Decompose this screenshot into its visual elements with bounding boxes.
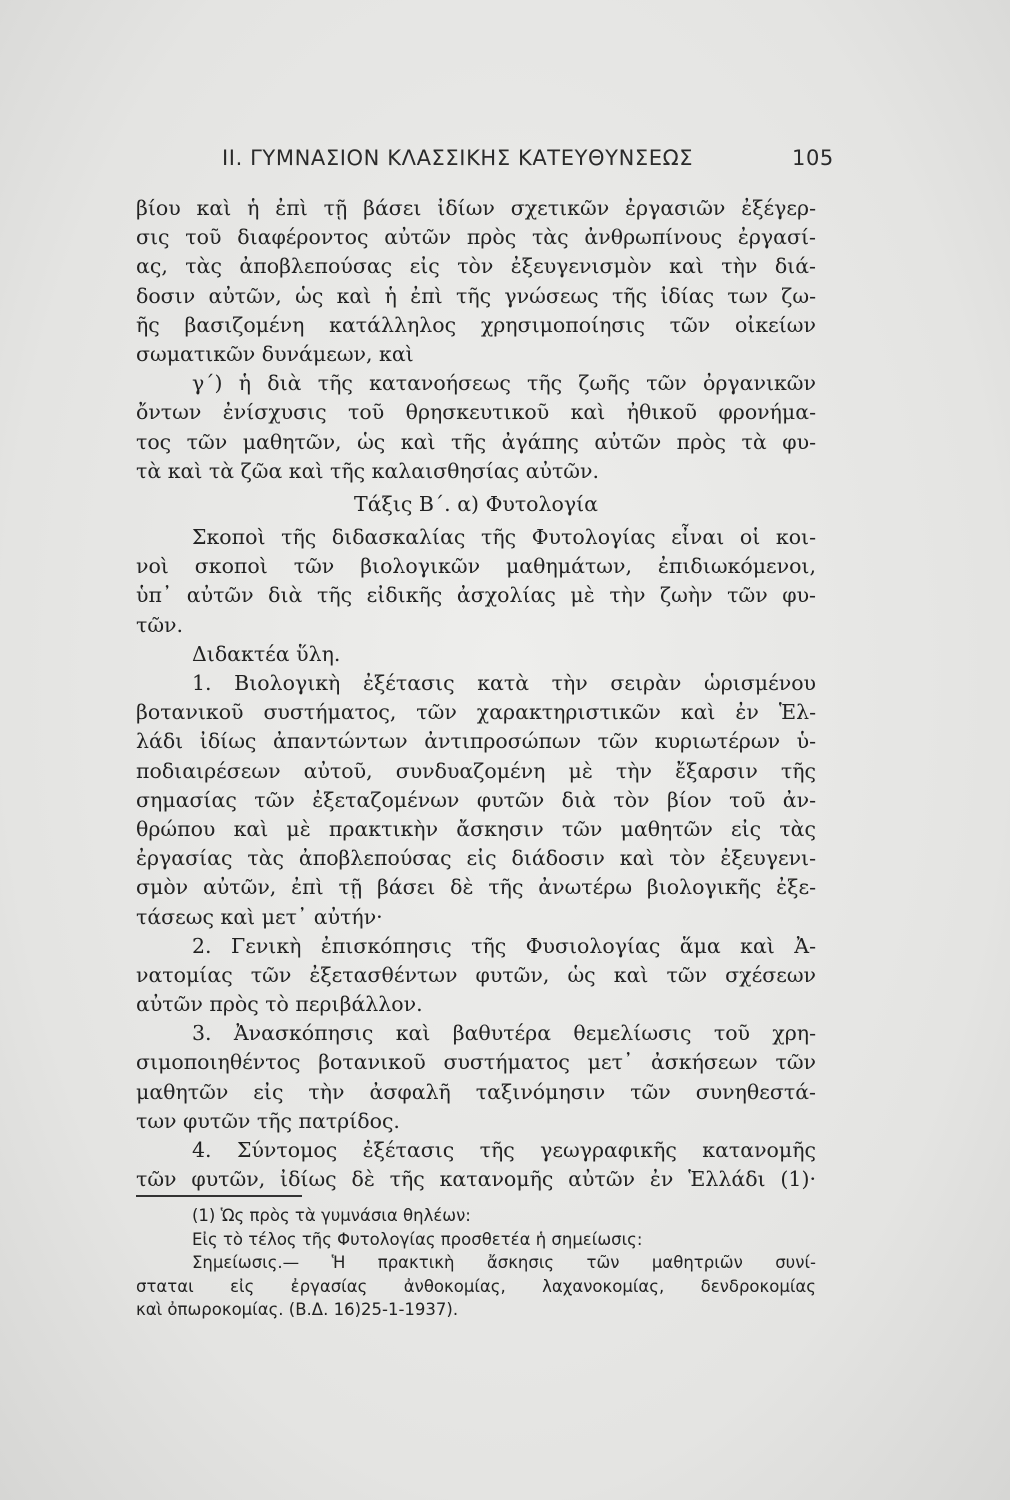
text-line: ὑπ᾽ αὐτῶν διὰ τῆς εἰδικῆς ἀσχολίας μὲ τὴν ζωὴν τῶν φυ- — [136, 583, 816, 608]
text-line: νοὶ σκοποὶ τῶν βιολογικῶν μαθημάτων, ἐπιδιωκόμενοι, — [136, 554, 816, 579]
text-line: τος τῶν μαθητῶν, ὡς καὶ τῆς ἀγάπης αὐτῶν πρὸς τὰ φυ- — [136, 429, 816, 454]
text-line: ποδιαιρέσεων αὐτοῦ, συνδυαζομένη μὲ τὴν ἔξαρσιν τῆς — [136, 758, 816, 783]
text-line: σημασίας τῶν ἐξεταζομένων φυτῶν διὰ τὸν βίον τοῦ ἀν- — [136, 787, 816, 812]
text-line: 1. Βιολογικὴ ἐξέτασις κατὰ τὴν σειρὰν ὡρισμένου — [192, 671, 816, 695]
footnote-line: (1) Ὡς πρὸς τὰ γυμνάσια θηλέων: — [192, 1206, 471, 1225]
text-line: λάδι ἰδίως ἀπαντώντων ἀντιπροσώπων τῶν κυριωτέρων ὑ- — [136, 729, 816, 754]
text-line: σις τοῦ διαφέροντος αὐτῶν πρὸς τὰς ἀνθρωπίνους ἐργασί- — [136, 225, 816, 250]
footnote-line: Σημείωσις.— Ἡ πρακτικὴ ἄσκησις τῶν μαθητριῶν συνί- — [192, 1253, 816, 1272]
text-line: των φυτῶν τῆς πατρίδος. — [136, 1108, 400, 1133]
text-line: 3. Ἀνασκόπησις καὶ βαθυτέρα θεμελίωσις τοῦ χρη- — [192, 1021, 816, 1046]
text-line: δοσιν αὐτῶν, ὡς καὶ ἡ ἐπὶ τῆς γνώσεως τῆς ἰδίας των ζω- — [136, 283, 816, 308]
section-heading: Τάξις Β΄. α) Φυτολογία — [354, 491, 598, 516]
footnote — [136, 1204, 816, 1322]
text-line: τάσεως καὶ μετ᾽ αὐτήν· — [136, 904, 383, 929]
footnote-line: Εἰς τὸ τέλος τῆς Φυτολογίας προσθετέα ἡ σημείωσις: — [192, 1229, 643, 1249]
text-line: σμὸν αὐτῶν, ἐπὶ τῇ βάσει δὲ τῆς ἀνωτέρω βιολογικῆς ἐξε- — [136, 875, 816, 900]
footnote-line: σταται εἰς ἐργασίας ἀνθοκομίας, λαχανοκομίας, δενδροκομίας — [136, 1276, 816, 1296]
footnote-divider — [136, 1195, 302, 1197]
text-line: μαθητῶν εἰς τὴν ἀσφαλῆ ταξινόμησιν τῶν συνηθεστά- — [136, 1079, 816, 1104]
running-header — [222, 146, 834, 170]
text-line: ἐργασίας τὰς ἀποβλεπούσας εἰς διάδοσιν καὶ τὸν ἐξευγενι- — [136, 846, 816, 871]
text-line: θρώπου καὶ μὲ πρακτικὴν ἄσκησιν τῶν μαθητῶν εἰς τὰς — [136, 816, 816, 841]
text-line: σιμοποιηθέντος βοτανικοῦ συστήματος μετ᾽ ἀσκήσεων τῶν — [136, 1050, 816, 1075]
text-line: γ΄) ἡ διὰ τῆς κατανοήσεως τῆς ζωῆς τῶν ὀργανικῶν — [192, 371, 816, 396]
text-line: ας, τὰς ἀποβλεπούσας εἰς τὸν ἐξευγενισμὸν καὶ τὴν διά- — [136, 254, 816, 279]
text-line: ῆς βασιζομένη κατάλληλος χρησιμοποίησις τῶν οἰκείων — [136, 312, 816, 337]
text-line: αὐτῶν πρὸς τὸ περιβάλλον. — [136, 992, 423, 1017]
page-number: 105 — [792, 146, 834, 170]
footnote-line: καὶ ὀπωροκομίας. (Β.Δ. 16)25-1-1937). — [136, 1300, 459, 1319]
text-line: 4. Σύντομος ἐξέτασις τῆς γεωγραφικῆς κατανομῆς — [192, 1138, 816, 1162]
text-line: νατομίας τῶν ἐξετασθέντων φυτῶν, ὡς καὶ τῶν σχέσεων — [136, 962, 816, 987]
text-line: 2. Γενικὴ ἐπισκόπησις τῆς Φυσιολογίας ἅμα καὶ Ἀ- — [192, 933, 816, 958]
text-line: ὄντων ἐνίσχυσις τοῦ θρησκευτικοῦ καὶ ἠθικοῦ φρονήμα- — [136, 400, 816, 425]
running-title: II. ΓΥΜΝΑΣΙΟΝ ΚΛΑΣΣΙΚΗΣ ΚΑΤΕΥΘΥΝΣΕΩΣ — [222, 146, 694, 170]
main-text — [136, 194, 816, 1194]
text-line: Σκοποὶ τῆς διδασκαλίας τῆς Φυτολογίας εἶναι οἱ κοι- — [192, 525, 816, 550]
text-line: βοτανικοῦ συστήματος, τῶν χαρακτηριστικῶν καὶ ἐν Ἑλ- — [136, 700, 816, 725]
subheading: Διδακτέα ὕλη. — [192, 641, 341, 666]
text-line: τῶν. — [136, 612, 184, 637]
text-line: βίου καὶ ἡ ἐπὶ τῇ βάσει ἰδίων σχετικῶν ἐργασιῶν ἐξέγερ- — [136, 196, 816, 220]
text-line: τῶν φυτῶν, ἰδίως δὲ τῆς κατανομῆς αὐτῶν ἐν Ἑλλάδι (1)· — [136, 1167, 816, 1192]
text-line: σωματικῶν δυνάμεων, καὶ — [136, 341, 414, 366]
text-line: τὰ καὶ τὰ ζῶα καὶ τῆς καλαισθησίας αὐτῶν. — [136, 458, 599, 483]
